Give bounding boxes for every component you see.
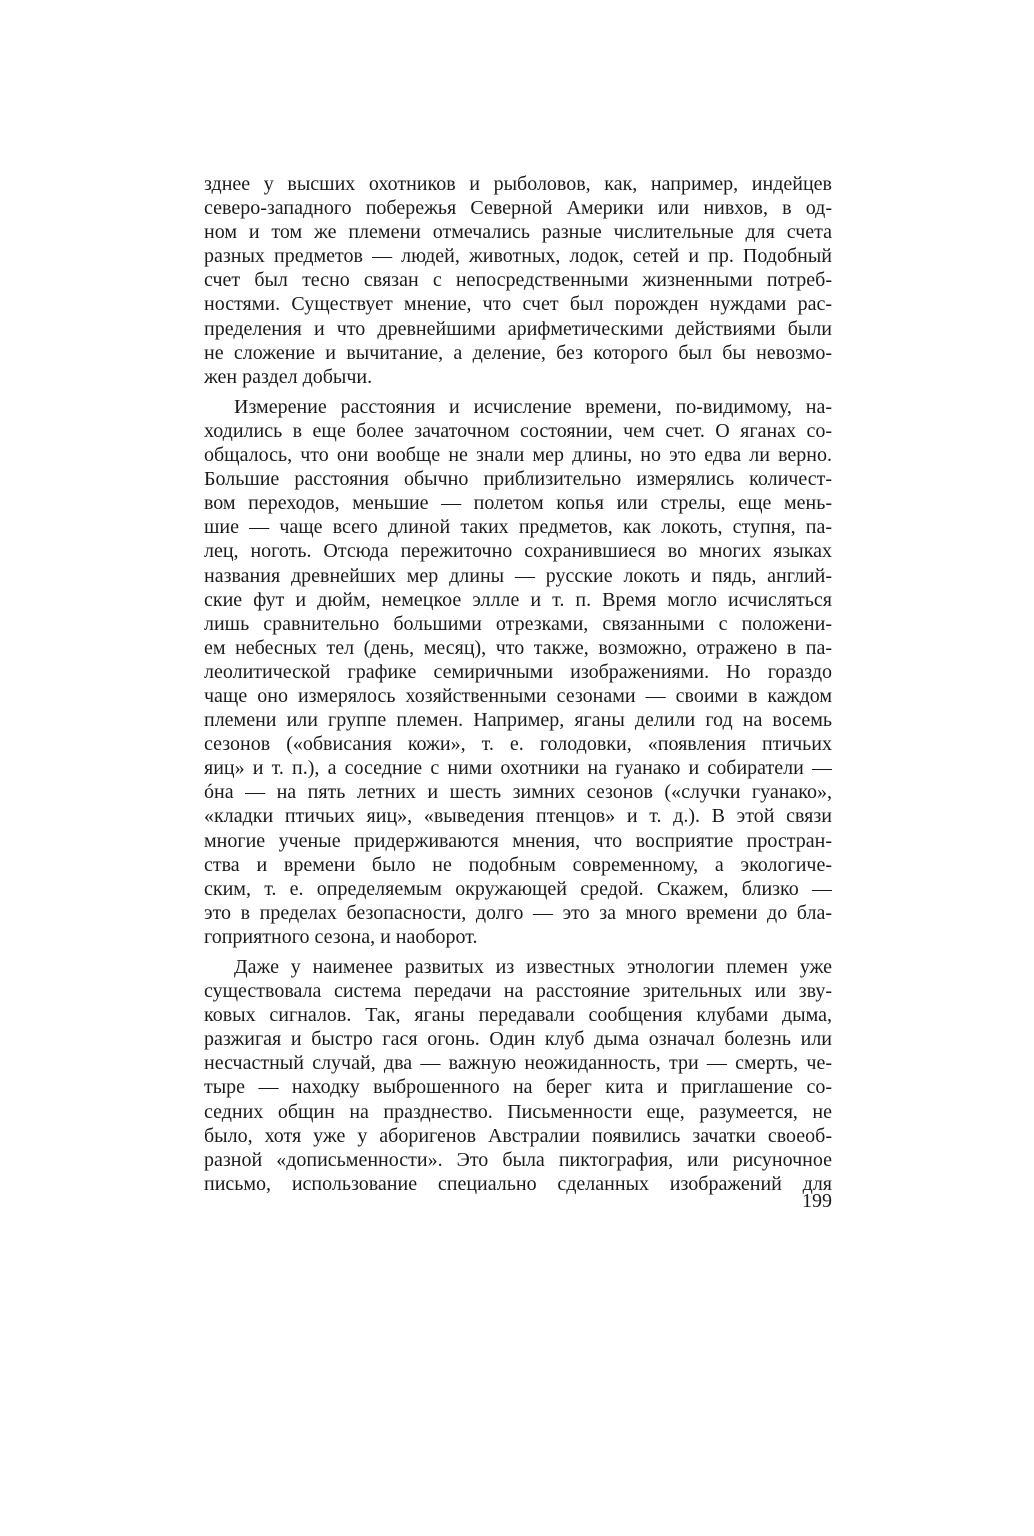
paragraph-signals [204,955,832,1196]
text-line: существовала система передачи на расстояние зрительных или зву- [204,980,832,1003]
text-line: ем небесных тел (день, месяц), что также, возможно, отражено в па- [204,636,832,659]
text-line: яиц» и т. п.), а соседние с ними охотники на гуанако и собиратели — [204,757,832,780]
page-number: 199 [802,1190,832,1212]
text-line: письмо, использование специально сделанных изображений для [204,1172,832,1195]
text-line: северо-западного побережья Северной Америки или нивхов, в од- [204,197,832,220]
text-line: было, хотя уже у аборигенов Австралии появились зачатки своеоб- [204,1124,832,1147]
text-line: названия древнейших мер длины — русские локоть и пядь, англий- [204,564,832,587]
text-line: ства и времени было не подобным современному, а экологиче- [204,853,832,876]
text-line: зднее у высших охотников и рыболовов, как, например, индейцев [204,173,832,195]
text-line: общалось, что они вообще не знали мер длины, но это едва ли верно. [204,444,832,467]
text-line: разной «дописьменности». Это была пиктография, или рисуночное [204,1148,832,1171]
text-line: лец, ноготь. Отсюда пережиточно сохранившиеся во многих языках [204,540,832,563]
text-line: Большие расстояния обычно приблизительно измерялись количест- [204,468,832,491]
text-line: седних общин на празднество. Письменности еще, разумеется, не [204,1100,832,1123]
text-line: Даже у наименее развитых из известных этнологии племен уже [234,956,832,978]
text-line: гоприятного сезона, и наоборот. [204,925,478,948]
text-line: это в пределах безопасности, долго — это за много времени до бла- [204,901,832,924]
text-line: не сложение и вычитание, а деление, без которого был бы невозмо- [204,341,832,364]
paragraph-counting [204,172,832,389]
text-line: Измерение расстояния и исчисление времени, по-видимому, на- [234,395,832,418]
text-line: вом переходов, меньшие — полетом копья или стрелы, еще мень- [204,492,832,515]
text-line: «кладки птичьих яиц», «выведения птенцов» и т. д.). В этой связи [204,805,832,828]
text-line: ские фут и дюйм, немецкое эллле и т. п. Время могло исчисляться [204,588,832,611]
text-line: лишь сравнительно большими отрезками, связанными с положени- [204,612,832,635]
text-line: многие ученые придерживаются мнения, что восприятие простран- [204,829,832,852]
text-line: жен раздел добычи. [204,365,373,388]
text-line: ским, т. е. определяемым окружающей средой. Скажем, близко — [204,877,832,900]
text-line: пределения и что древнейшими арифметическими действиями были [204,317,832,340]
text-line: чаще оно измерялось хозяйственными сезонами — своими в каждом [204,684,832,707]
text-line: леолитической графике семиричными изображениями. Но гораздо [204,660,832,683]
page-body [204,172,832,1212]
text-line: несчастный случай, два — важную неожиданность, три — смерть, че- [204,1052,832,1075]
text-line: разных предметов — людей, животных, лодок, сетей и пр. Подобный [204,245,832,268]
text-line: óна — на пять летних и шесть зимних сезонов («случки гуанако», [204,781,832,804]
text-line: ходились в еще более зачаточном состоянии, чем счет. О яганах со- [204,419,832,442]
text-line: ностями. Существует мнение, что счет был порожден нуждами рас- [204,293,832,316]
text-line: ковых сигналов. Так, яганы передавали сообщения клубами дыма, [204,1004,832,1027]
text-line: разжигая и быстро гася огонь. Один клуб дыма означал болезнь или [204,1028,832,1051]
text-line: ном и том же племени отмечались разные числительные для счета [204,221,832,244]
paragraph-measurement [204,395,832,949]
text-line: шие — чаще всего длиной таких предметов, как локоть, ступня, па- [204,516,832,539]
text-line: сезонов («обвисания кожи», т. е. голодовки, «появления птичьих [204,733,832,756]
text-line: тыре — находку выброшенного на берег кита и приглашение со- [204,1076,832,1099]
text-line: племени или группе племен. Например, яганы делили год на восемь [204,709,832,732]
text-line: счет был тесно связан с непосредственными жизненными потреб- [204,269,832,292]
